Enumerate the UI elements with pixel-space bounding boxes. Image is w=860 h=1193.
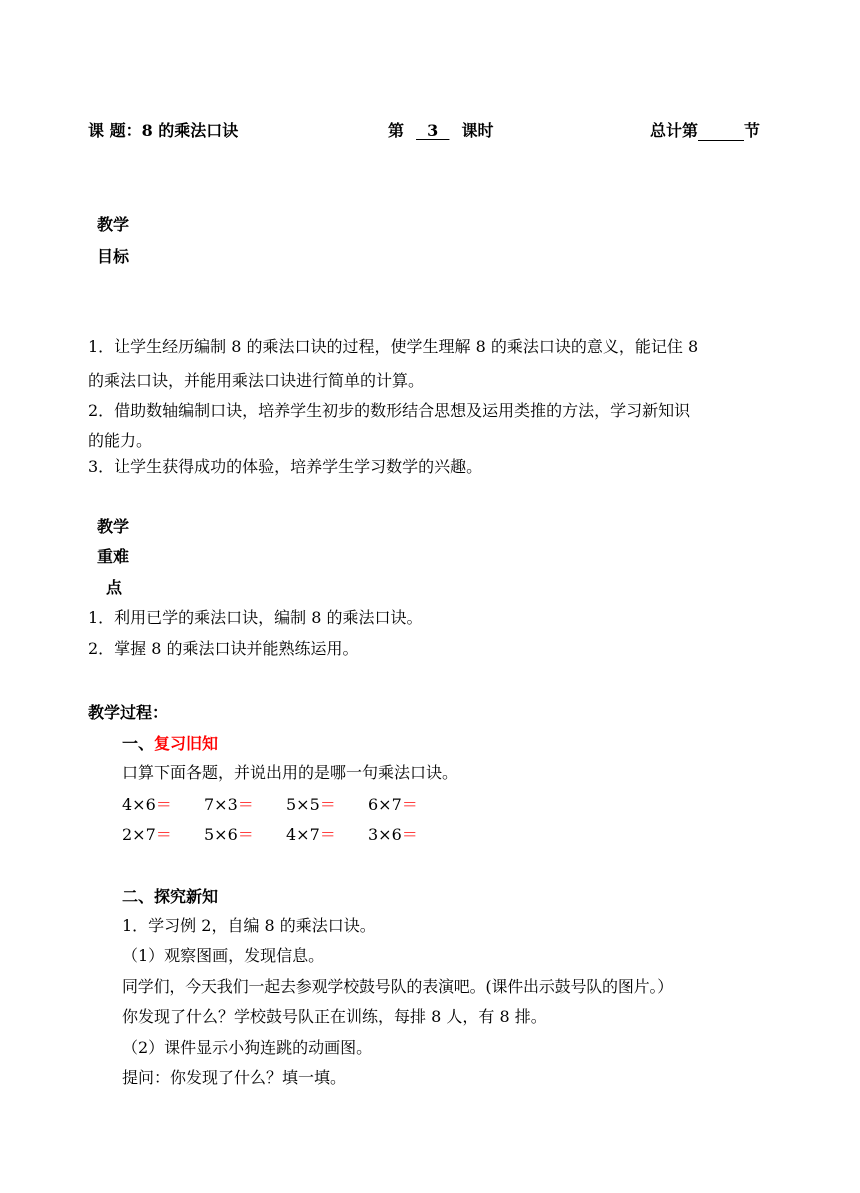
calc-equals: ＝ [401,795,418,814]
total-count [650,118,760,141]
keypoint-line-2: 2．掌握 8 的乘法口诀并能熟练运用。 [88,639,359,658]
calc-item [286,792,368,815]
calc-item [286,822,368,845]
calc-equals: ＝ [237,825,254,844]
keypoints-label-2: 重难 [97,547,130,566]
process-line-1: 1．学习例 2，自编 8 的乘法口诀。 [122,916,376,935]
process-line-4: 你发现了什么？学校鼓号队正在训练，每排 8 人，有 8 排。 [122,1007,547,1026]
calc-expr: 4×7 [286,825,320,844]
calc-expr: 5×6 [204,825,238,844]
keypoints-label-3: 点 [106,578,123,597]
calc-equals: ＝ [237,795,254,814]
goal-line-3: 2．借助数轴编制口诀，培养学生初步的数形结合思想及运用类推的方法，学习新知识 [88,401,691,420]
lesson-prefix: 第 [388,121,405,140]
section-1-title: 复习旧知 [154,734,219,753]
process-line-5: （2）课件显示小狗连跳的动画图。 [122,1038,373,1057]
calc-equals: ＝ [155,825,172,844]
section-2-heading: 二、探究新知 [122,887,219,906]
calc-equals: ＝ [155,795,172,814]
calc-item [122,792,204,815]
goal-line-2: 的乘法口诀，并能用乘法口诀进行简单的计算。 [88,371,425,390]
section-1-heading [122,731,218,754]
process-line-6: 提问：你发现了什么？填一填。 [122,1068,347,1087]
total-blank [698,121,744,141]
goals-label-1: 教学 [97,215,130,234]
process-line-3: 同学们，今天我们一起去参观学校鼓号队的表演吧。(课件出示鼓号队的图片。） [122,977,674,996]
topic-title: 课 题：8 的乘法口诀 [88,121,239,140]
process-line-2: （1）观察图画，发现信息。 [122,946,325,965]
calc-item [368,822,450,845]
calc-equals: ＝ [319,795,336,814]
goal-line-4: 的能力。 [88,431,153,450]
calc-item [204,792,286,815]
keypoint-line-1: 1．利用已学的乘法口诀，编制 8 的乘法口诀。 [88,608,423,627]
calc-row-2 [122,822,450,845]
calc-equals: ＝ [319,825,336,844]
total-suffix: 节 [744,121,761,140]
goal-line-5: 3．让学生获得成功的体验，培养学生学习数学的兴趣。 [88,457,483,476]
calc-item [122,822,204,845]
calc-expr: 6×7 [368,795,402,814]
calc-item [368,792,450,815]
calc-equals: ＝ [401,825,418,844]
process-title: 教学过程： [88,703,169,722]
lesson-number-value: 3 [416,121,450,140]
section-1-prefix: 一、 [122,734,155,753]
keypoints-label-1: 教学 [97,517,130,536]
goals-label-2: 目标 [97,247,130,266]
calc-item [204,822,286,845]
goal-line-1: 1．让学生经历编制 8 的乘法口诀的过程，使学生理解 8 的乘法口诀的意义，能记住 8 [88,337,699,356]
total-prefix: 总计第 [650,121,699,140]
section-1-intro: 口算下面各题，并说出用的是哪一句乘法口诀。 [122,763,459,782]
calc-row-1 [122,792,450,815]
lesson-suffix: 课时 [461,121,494,140]
calc-expr: 4×6 [122,795,156,814]
lesson-number [388,118,493,141]
calc-expr: 2×7 [122,825,156,844]
calc-expr: 5×5 [286,795,320,814]
calc-expr: 7×3 [204,795,238,814]
calc-expr: 3×6 [368,825,402,844]
